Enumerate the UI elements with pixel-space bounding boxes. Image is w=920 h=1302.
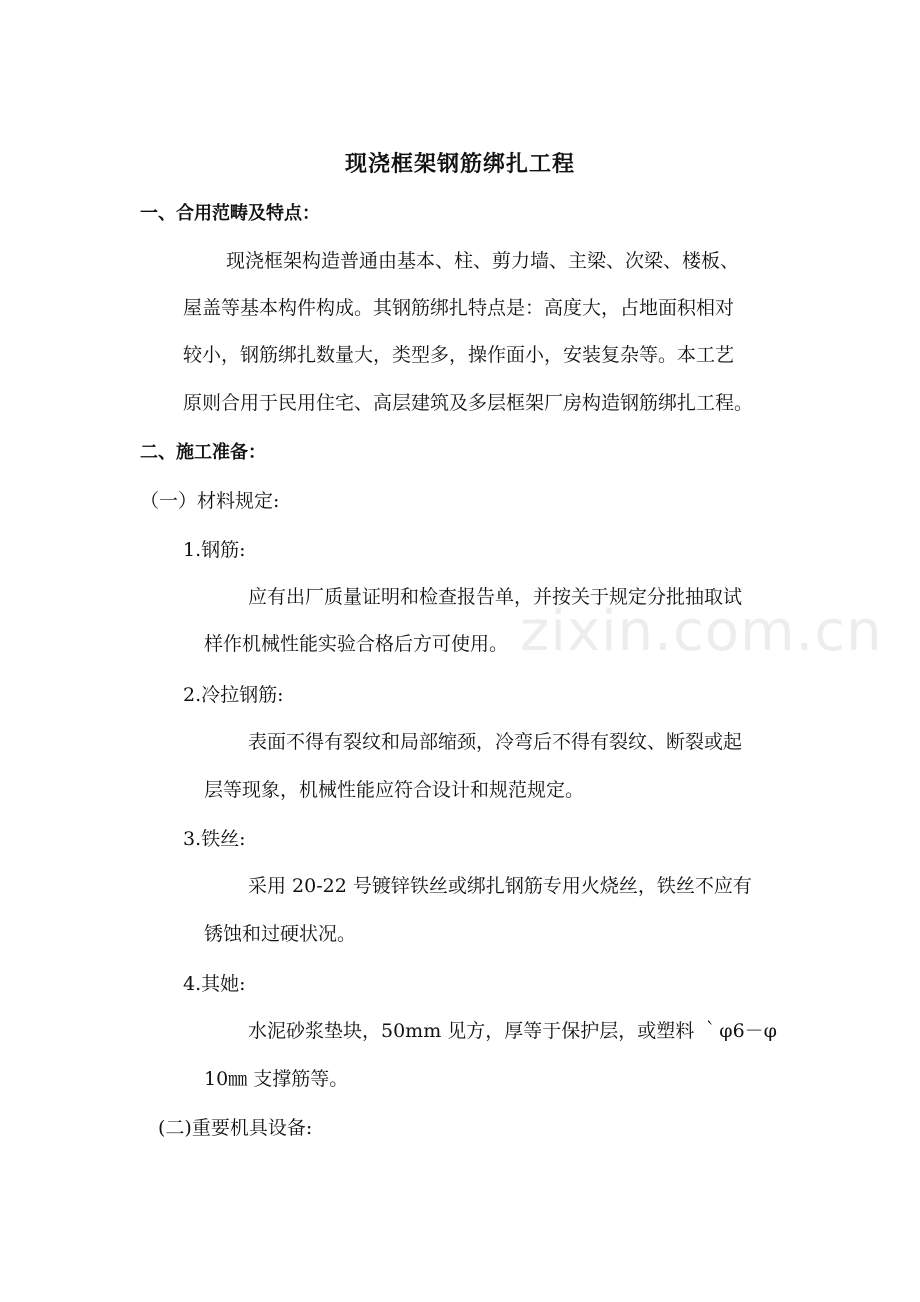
section1-heading: 一、合用范畴及特点： [140,203,320,224]
item-cold-drawn-line-1: 表面不得有裂纹和局部缩颈，冷弯后不得有裂纹、断裂或起 [248,731,743,753]
item-rebar-line-1: 应有出厂质量证明和检查报告单，并按关于规定分批抽取试 [248,586,743,608]
section1-para-line-1: 现浇框架构造普通由基本、柱、剪力墙、主梁、次梁、楼板、 [226,250,740,272]
item-rebar-line-2: 样作机械性能实验合格后方可使用。 [204,633,509,655]
section1-para-line-3: 较小，钢筋绑扎数量大，类型多，操作面小，安装复杂等。本工艺 [183,344,735,366]
item-wire-line-2: 锈蚀和过硬状况。 [204,923,357,945]
section2-heading: 二、施工准备： [140,442,266,463]
item-cold-drawn-label: 2.冷拉钢筋: [183,684,284,706]
section1-para-line-2: 屋盖等基本构件构成。其钢筋绑扎特点是：高度大，占地面积相对 [183,297,735,319]
item-wire-line-1: 采用 20-22 号镀锌铁丝或绑扎钢筋专用火烧丝，铁丝不应有 [248,875,752,897]
section1-para-line-4: 原则合用于民用住宅、高层建筑及多层框架厂房构造钢筋绑扎工程。 [183,392,754,414]
item-rebar-label: 1.钢筋: [183,539,246,561]
item-other-line-2: 10㎜ 支撑筋等。 [204,1068,349,1090]
item-wire-label: 3.铁丝: [183,828,246,850]
item-cold-drawn-line-2: 层等现象，机械性能应符合设计和规范规定。 [204,779,585,801]
item-other-label: 4.其她: [183,973,246,995]
subsection-materials: （一）材料规定: [140,490,280,512]
item-other-line-1: 水泥砂浆垫块，50mm 见方，厚等于保护层，或塑料 ｀φ6－φ [248,1020,777,1042]
watermark-text: zixin.com.cn [520,599,883,664]
subsection-equipment: (二)重要机具设备: [158,1117,313,1139]
document-title: 现浇框架钢筋绑扎工程 [344,151,575,177]
